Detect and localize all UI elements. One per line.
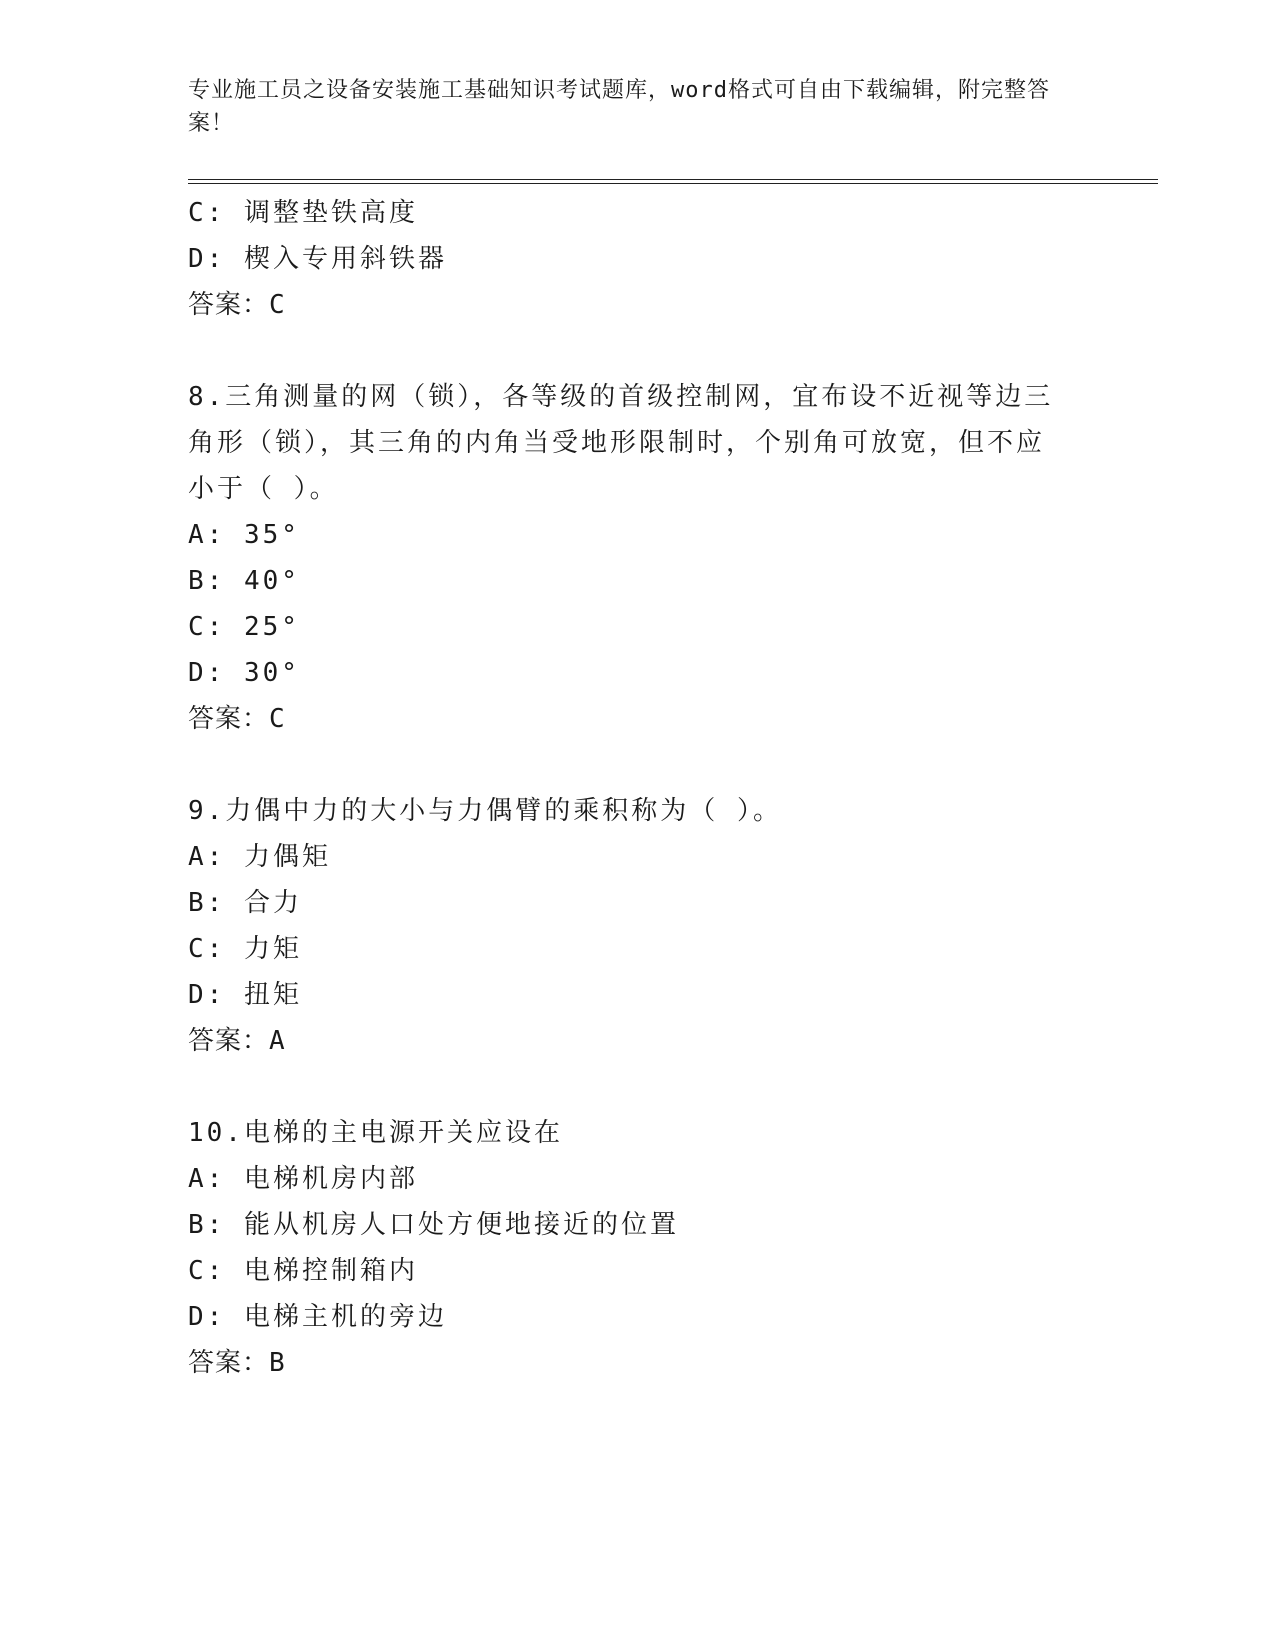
document-header: 专业施工员之设备安装施工基础知识考试题库，word格式可自由下载编辑，附完整答案！ [188, 78, 1050, 136]
option-text: 调整垫铁高度 [243, 198, 418, 228]
option-text: 25° [243, 612, 300, 642]
option-label: C: [188, 198, 226, 228]
option-label: C: [188, 612, 226, 642]
option-text: 30° [243, 658, 300, 688]
header-divider [188, 179, 1158, 184]
option-text: 楔入专用斜铁器 [243, 244, 447, 274]
option-label: B: [188, 1210, 226, 1240]
question-9 [188, 788, 1088, 1064]
answer-line: 答案：C [188, 704, 286, 734]
option-label: D: [188, 244, 226, 274]
answer-line: 答案：A [188, 1026, 286, 1056]
option-a [188, 1156, 1088, 1202]
option-d [188, 1294, 1088, 1340]
option-label: C: [188, 934, 226, 964]
option-label: A: [188, 842, 226, 872]
option-c [188, 926, 1088, 972]
option-c [188, 1248, 1088, 1294]
option-text: 电梯控制箱内 [243, 1256, 418, 1286]
option-b [188, 558, 1088, 604]
question-list [188, 190, 1088, 1386]
option-text: 35° [243, 520, 300, 550]
option-text: 电梯主机的旁边 [243, 1302, 447, 1332]
option-label: D: [188, 658, 226, 688]
option-d [188, 972, 1088, 1018]
option-a [188, 834, 1088, 880]
question-stem: 10.电梯的主电源开关应设在 [188, 1118, 563, 1148]
question-8 [188, 374, 1088, 742]
option-d [188, 650, 1088, 696]
option-d [188, 236, 1088, 282]
option-text: 合力 [243, 888, 302, 918]
option-b [188, 880, 1088, 926]
option-label: A: [188, 1164, 226, 1194]
question-10 [188, 1110, 1088, 1386]
option-text: 力偶矩 [243, 842, 331, 872]
option-b [188, 1202, 1088, 1248]
option-c [188, 190, 1088, 236]
answer-line: 答案：B [188, 1348, 286, 1378]
option-text: 电梯机房内部 [243, 1164, 418, 1194]
answer-line: 答案：C [188, 290, 286, 320]
question-stem: 8.三角测量的网（锁），各等级的首级控制网，宜布设不近视等边三角形（锁），其三角的内角当受地形限制时，个别角可放宽，但不应小于（ ）。 [188, 382, 1054, 504]
continued-question [188, 190, 1088, 328]
option-text: 能从机房人口处方便地接近的位置 [243, 1210, 679, 1240]
option-a [188, 512, 1088, 558]
option-text: 扭矩 [243, 980, 302, 1010]
option-label: D: [188, 1302, 226, 1332]
option-label: D: [188, 980, 226, 1010]
option-label: B: [188, 566, 226, 596]
option-label: C: [188, 1256, 226, 1286]
option-c [188, 604, 1088, 650]
question-stem: 9.力偶中力的大小与力偶臂的乘积称为（ ）。 [188, 796, 782, 826]
option-text: 力矩 [243, 934, 302, 964]
option-label: A: [188, 520, 226, 550]
option-label: B: [188, 888, 226, 918]
option-text: 40° [243, 566, 300, 596]
